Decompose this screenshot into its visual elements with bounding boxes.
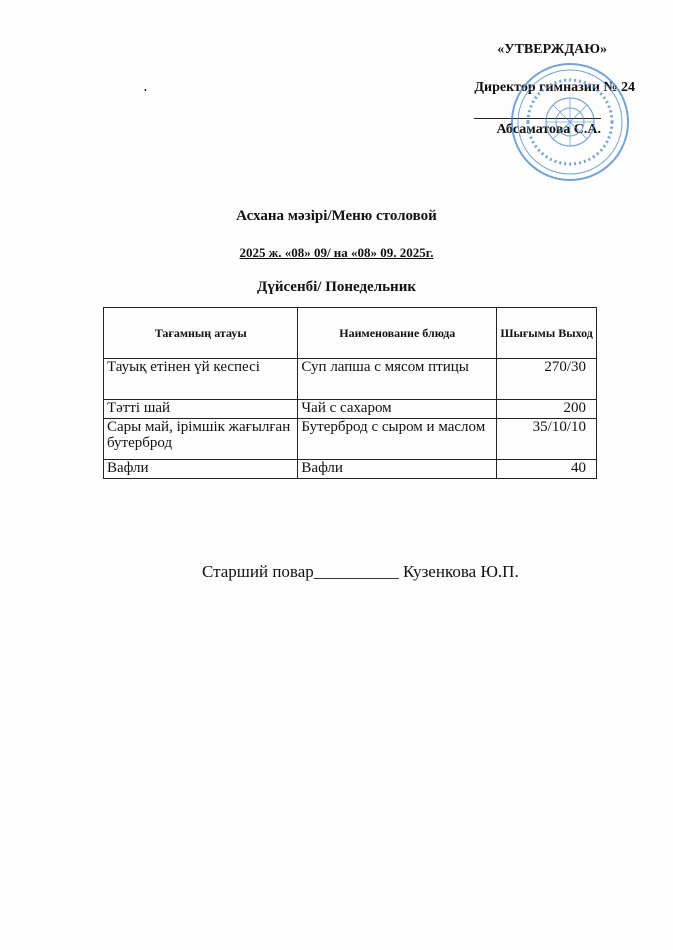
table-row [104, 419, 597, 460]
table-row [104, 460, 597, 479]
table-header-row [104, 308, 597, 359]
table-row [104, 359, 597, 400]
table-row [104, 400, 597, 419]
dish-name-ru: Суп лапша с мясом птицы [298, 359, 497, 400]
menu-table [103, 307, 597, 479]
official-stamp [508, 60, 632, 184]
dish-name-kz: Вафли [104, 460, 298, 479]
dish-name-ru: Вафли [298, 460, 497, 479]
column-header: Тағамның атауы [104, 308, 298, 359]
scan-speck: • [144, 86, 147, 95]
dish-name-ru: Бутерброд с сыром и маслом [298, 419, 497, 460]
dish-name-kz: Тәтті шай [104, 400, 298, 419]
dish-name-ru: Чай с сахаром [298, 400, 497, 419]
dish-yield: 270/30 [497, 359, 597, 400]
dish-yield: 35/10/10 [497, 419, 597, 460]
cook-signature: Старший повар__________ Кузенкова Ю.П. [202, 562, 519, 581]
column-header: Шығымы Выход [497, 308, 597, 359]
menu-day: Дүйсенбі/ Понедельник [257, 279, 416, 295]
menu-date: 2025 ж. «08» 09/ на «08» 09. 2025г. [239, 245, 434, 260]
dish-yield: 200 [497, 400, 597, 419]
approval-name: Абсаматова С.А. [496, 122, 601, 137]
approval-heading: «УТВЕРЖДАЮ» [497, 42, 607, 57]
dish-yield: 40 [497, 460, 597, 479]
dish-name-kz: Сары май, ірімшік жағылған бутерброд [104, 419, 298, 460]
column-header: Наименование блюда [298, 308, 497, 359]
dish-name-kz: Тауық етінен үй кеспесі [104, 359, 298, 400]
menu-title: Асхана мәзірі/Меню столовой [236, 208, 437, 224]
approval-position: Директор гимназии № 24 [474, 80, 635, 95]
